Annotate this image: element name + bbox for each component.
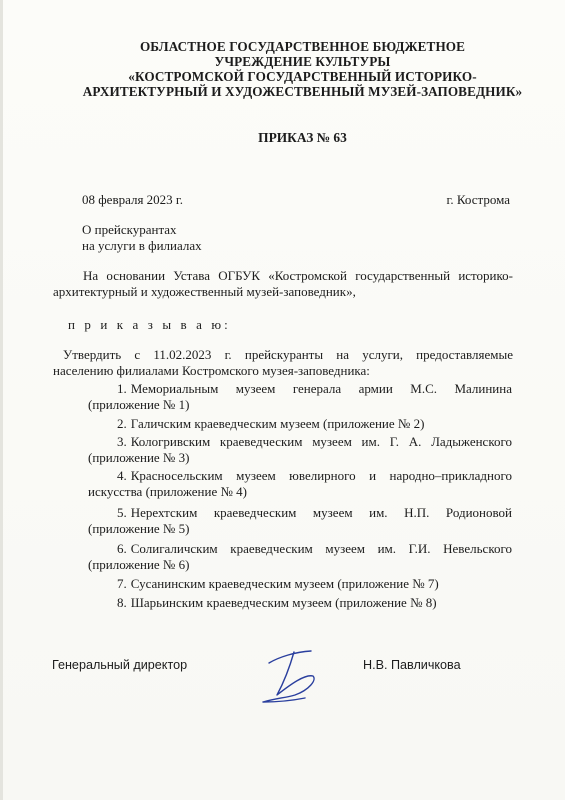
list-item-number: 8. [117, 595, 127, 610]
handwritten-signature [255, 640, 335, 710]
list-item-text: Красносельским музеем ювелирного и народно–прикладного [130, 468, 512, 483]
order-city: г. Кострома [446, 192, 510, 207]
signatory-name: Н.В. Павличкова [363, 658, 461, 672]
list-item-text: Шарьинским краеведческим музеем (приложение № 8) [130, 595, 437, 610]
list-item [117, 595, 437, 611]
list-item [117, 416, 424, 432]
list-item [117, 381, 512, 397]
list-item-text: Солигаличским краеведческим музеем им. Г.И. Невельского [130, 541, 512, 556]
list-item-text: Сусанинским краеведческим музеем (приложение № 7) [130, 576, 439, 591]
list-item [117, 505, 512, 521]
list-item [117, 468, 512, 484]
list-item-number: 7. [117, 576, 127, 591]
approve-paragraph-line-1: Утвердить с 11.02.2023 г. прейскуранты на услуги, предоставляемые [63, 347, 513, 362]
list-item [117, 434, 512, 450]
list-item-number: 4. [117, 468, 127, 483]
list-item-continuation: искусства (приложение № 4) [88, 484, 247, 499]
list-item-text: Кологривским краеведческим музеем им. Г. А. Ладыженского [130, 434, 512, 449]
order-subject-line-2: на услуги в филиалах [82, 238, 202, 253]
org-header-line-2: УЧРЕЖДЕНИЕ КУЛЬТУРЫ [214, 54, 391, 69]
list-item-number: 5. [117, 505, 127, 520]
list-item-text: Мемориальным музеем генерала армии М.С. Малинина [130, 381, 512, 396]
signatory-title: Генеральный директор [52, 658, 188, 672]
basis-paragraph-line-1: На основании Устава ОГБУК «Костромской государственный историко- [83, 268, 513, 283]
list-item-continuation: (приложение № 1) [88, 397, 190, 412]
order-word: п р и к а з ы в а ю: [68, 317, 231, 332]
list-item [117, 541, 512, 557]
list-item-number: 2. [117, 416, 127, 431]
order-date: 08 февраля 2023 г. [82, 192, 184, 207]
org-header-line-1: ОБЛАСТНОЕ ГОСУДАРСТВЕННОЕ БЮДЖЕТНОЕ [139, 39, 466, 54]
basis-paragraph-line-2: архитектурный и художественный музей-заповедник», [53, 284, 356, 299]
order-subject-line-1: О прейскурантах [82, 222, 177, 237]
list-item-continuation: (приложение № 5) [88, 521, 190, 536]
list-item-continuation: (приложение № 3) [88, 450, 190, 465]
list-item [117, 576, 439, 592]
list-item-continuation: (приложение № 6) [88, 557, 190, 572]
list-item-number: 3. [117, 434, 127, 449]
approve-paragraph-line-2: населению филиалами Костромского музея-заповедника: [53, 363, 370, 378]
list-item-number: 6. [117, 541, 127, 556]
org-header-line-3: «КОСТРОМСКОЙ ГОСУДАРСТВЕННЫЙ ИСТОРИКО- [128, 69, 477, 84]
list-item-number: 1. [117, 381, 127, 396]
org-header-line-4: АРХИТЕКТУРНЫЙ И ХУДОЖЕСТВЕННЫЙ МУЗЕЙ-ЗАПОВЕДНИК» [82, 84, 523, 99]
list-item-text: Нерехтским краеведческим музеем им. Н.П. Родионовой [130, 505, 512, 520]
scan-edge [0, 0, 3, 800]
order-title: ПРИКАЗ № 63 [258, 130, 347, 145]
list-item-text: Галичским краеведческим музеем (приложение № 2) [130, 416, 425, 431]
